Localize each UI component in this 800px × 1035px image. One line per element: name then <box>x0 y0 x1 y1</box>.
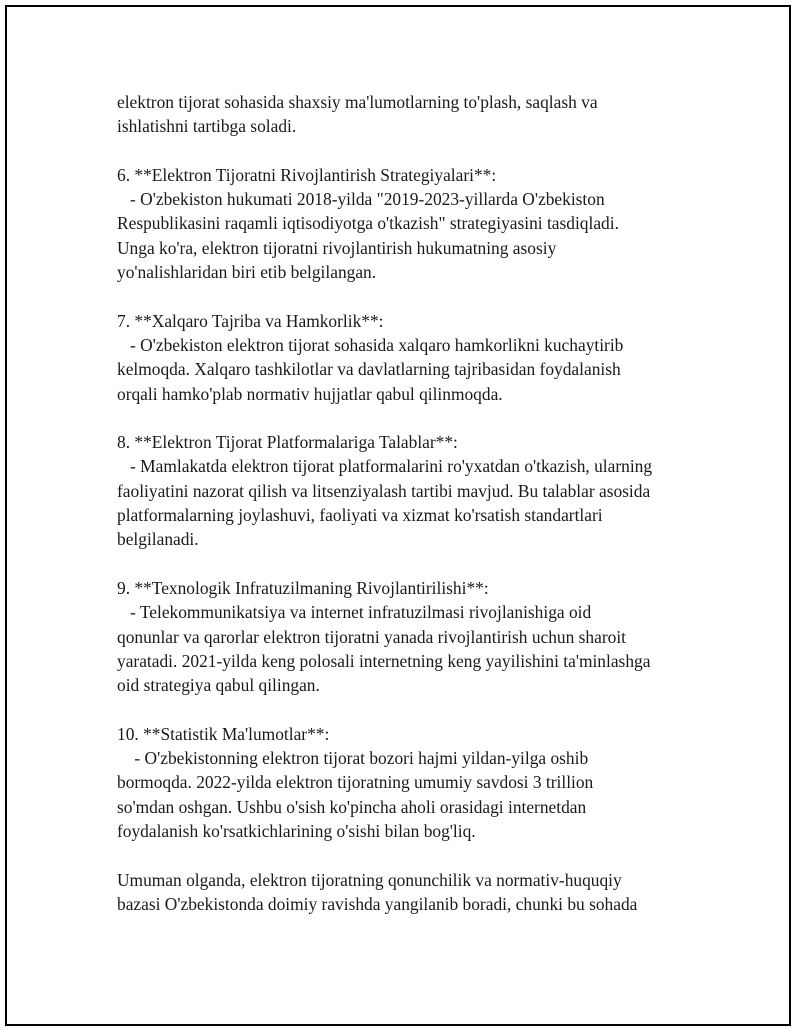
text-line: kelmoqda. Xalqaro tashkilotlar va davlatlarning tajribasidan foydalanish <box>117 359 621 380</box>
document-body <box>117 90 717 916</box>
intro-paragraph <box>117 90 717 139</box>
text-line: so'mdan oshgan. Ushbu o'sish ko'pincha aholi orasidagi internetdan <box>117 796 587 817</box>
text-line: - Mamlakatda elektron tijorat platformalarini ro'yxatdan o'tkazish, ularning <box>117 456 653 477</box>
text-line: qonunlar va qarorlar elektron tijoratni yanada rivojlantirish uchun sharoit <box>117 626 626 647</box>
text-line: foydalanish ko'rsatkichlarining o'sishi bilan bog'liq. <box>117 820 476 841</box>
text-line: Respublikasini raqamli iqtisodiyotga o'tkazish" strategiyasini tasdiqladi. <box>117 213 619 234</box>
text-line: oid strategiya qabul qilingan. <box>117 675 320 696</box>
text-line: platformalarning joylashuvi, faoliyati va xizmat ko'rsatish standartlari <box>117 505 603 526</box>
text-line: bazasi O'zbekistonda doimiy ravishda yangilanib boradi, chunki bu sohada <box>117 893 638 914</box>
text-line: yo'nalishlaridan biri etib belgilangan. <box>117 262 377 283</box>
section-heading: 9. **Texnologik Infratuzilmaning Rivojlantirilishi**: <box>117 577 489 598</box>
section-10 <box>117 722 717 843</box>
text-line: - O'zbekiston hukumati 2018-yilda "2019-2023-yillarda O'zbekiston <box>117 189 605 210</box>
text-line: elektron tijorat sohasida shaxsiy ma'lumotlarning to'plash, saqlash va <box>117 92 598 112</box>
text-line: Umuman olganda, elektron tijoratning qonunchilik va normativ-huquqiy <box>117 869 622 890</box>
text-line: faoliyatini nazorat qilish va litsenziyalash tartibi mavjud. Bu talablar asosida <box>117 480 651 501</box>
section-9 <box>117 576 717 697</box>
text-line: ishlatishni tartibga soladi. <box>117 116 297 137</box>
section-8 <box>117 430 717 551</box>
text-line: Unga ko'ra, elektron tijoratni rivojlantirish hukumatning asosiy <box>117 237 557 258</box>
text-line: - O'zbekistonning elektron tijorat bozori hajmi yildan-yilga oshib <box>117 748 589 769</box>
section-heading: 8. **Elektron Tijorat Platformalariga Talablar**: <box>117 432 458 453</box>
section-heading: 7. **Xalqaro Tajriba va Hamkorlik**: <box>117 310 384 331</box>
text-line: bormoqda. 2022-yilda elektron tijoratning umumiy savdosi 3 trillion <box>117 772 594 793</box>
conclusion-paragraph <box>117 868 717 917</box>
text-line: belgilanadi. <box>117 529 199 550</box>
section-heading: 6. **Elektron Tijoratni Rivojlantirish Strategiyalari**: <box>117 164 497 185</box>
text-line: yaratadi. 2021-yilda keng polosali internetning keng yayilishini ta'minlashga <box>117 650 651 671</box>
text-line: - O'zbekiston elektron tijorat sohasida xalqaro hamkorlikni kuchaytirib <box>117 334 624 355</box>
section-6 <box>117 163 717 284</box>
section-heading: 10. **Statistik Ma'lumotlar**: <box>117 723 330 744</box>
text-line: - Telekommunikatsiya va internet infratuzilmasi rivojlanishiga oid <box>117 602 592 623</box>
text-line: orqali hamko'plab normativ hujjatlar qabul qilinmoqda. <box>117 383 503 404</box>
section-7 <box>117 309 717 406</box>
